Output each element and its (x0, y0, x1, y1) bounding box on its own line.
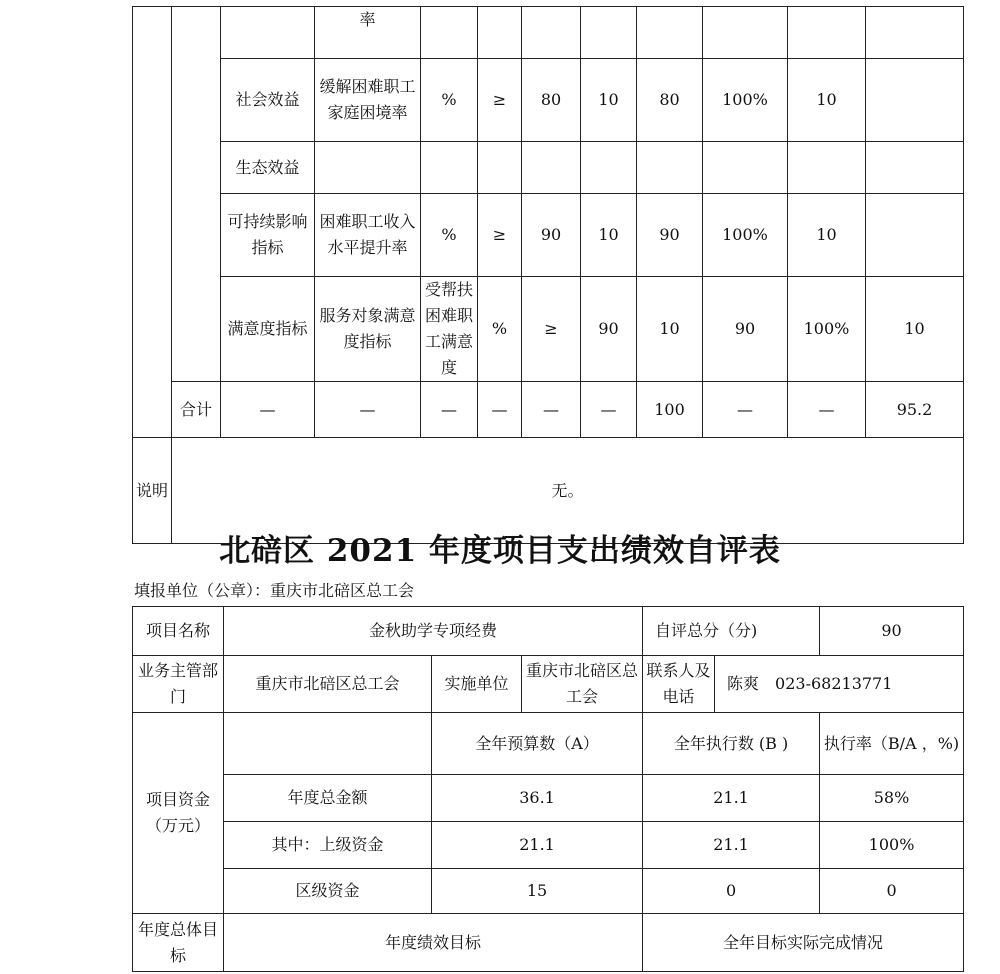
total-dash: — (581, 382, 637, 438)
cell-indicator: 缓解困难职工家庭困境率 (315, 59, 421, 142)
cell-level2 (172, 7, 221, 382)
table-row (133, 59, 964, 142)
table-row (133, 277, 964, 382)
fund-row-label: 年度总金额 (224, 775, 432, 822)
table-row (133, 142, 964, 194)
total-row (133, 382, 964, 438)
remark-label: 说明 (133, 438, 172, 544)
goal-col-actual: 全年目标实际完成情况 (643, 914, 964, 972)
table-row (133, 869, 964, 914)
cell-weight: 10 (581, 194, 637, 277)
fund-rate: 58% (820, 775, 964, 822)
cell-rate: 100% (703, 194, 788, 277)
contact-label: 联系人及电话 (643, 656, 715, 713)
fund-budget: 21.1 (432, 822, 643, 869)
cell-indicator: 受帮扶困难职工满意度 (421, 277, 478, 382)
cell-indicator: 困难职工收入水平提升率 (315, 194, 421, 277)
cell-op: ≥ (478, 194, 522, 277)
cell-weight: 10 (637, 277, 703, 382)
cell-level1 (133, 7, 172, 438)
fill-unit: 填报单位（公章）：重庆市北碚区总工会 (134, 581, 415, 600)
table-row (133, 775, 964, 822)
cell-actual: 90 (637, 194, 703, 277)
project-info-table (132, 606, 964, 972)
cell-category: 可持续影响指标 (221, 194, 315, 277)
total-dash: — (478, 382, 522, 438)
total-dash: — (421, 382, 478, 438)
col-exec: 全年执行数 (B ) (643, 713, 820, 775)
cell-note (866, 194, 964, 277)
cell-op: ≥ (478, 59, 522, 142)
fund-label: 项目资金（万元） (133, 713, 224, 914)
contact-value: 陈爽 023-68213771 (715, 656, 964, 713)
total-dash: — (522, 382, 581, 438)
cell-rate: 100% (788, 277, 866, 382)
fund-row-label: 其中：上级资金 (224, 822, 432, 869)
table-row (133, 713, 964, 775)
dept-label: 业务主管部门 (133, 656, 224, 713)
project-name-label: 项目名称 (133, 607, 224, 656)
cell-target: 90 (581, 277, 637, 382)
cell-indicator: 率 (315, 7, 421, 59)
goal-col-target: 年度绩效目标 (224, 914, 643, 972)
total-label: 合计 (172, 382, 221, 438)
cell-unit: % (421, 59, 478, 142)
cell-category: 生态效益 (221, 142, 315, 194)
table-row (133, 822, 964, 869)
table-row (133, 194, 964, 277)
cell-target: 90 (522, 194, 581, 277)
fund-budget: 15 (432, 869, 643, 914)
table-row (133, 914, 964, 972)
fund-exec: 21.1 (643, 775, 820, 822)
fund-exec: 0 (643, 869, 820, 914)
cell-score: 10 (788, 194, 866, 277)
cell-actual: 90 (703, 277, 788, 382)
impl-value: 重庆市北碚区总工会 (522, 656, 643, 713)
cell-score: 10 (866, 277, 964, 382)
self-score-label: 自评总分（分) (643, 607, 820, 656)
impl-label: 实施单位 (432, 656, 522, 713)
indicator-table (132, 6, 964, 544)
self-score: 90 (820, 607, 964, 656)
cell-actual: 80 (637, 59, 703, 142)
fund-budget: 36.1 (432, 775, 643, 822)
goal-label: 年度总体目标 (133, 914, 224, 972)
remark-text: 无。 (172, 438, 964, 544)
dept-value: 重庆市北碚区总工会 (224, 656, 432, 713)
col-budget: 全年预算数（A） (432, 713, 643, 775)
cell-rate: 100% (703, 59, 788, 142)
cell-note (866, 59, 964, 142)
total-dash: — (221, 382, 315, 438)
cell-score: 10 (788, 59, 866, 142)
total-dash: — (315, 382, 421, 438)
table-row (133, 656, 964, 713)
cell-level2: 满意度指标 (221, 277, 315, 382)
total-score: 95.2 (866, 382, 964, 438)
cell-unit: % (421, 194, 478, 277)
total-dash: — (703, 382, 788, 438)
total-dash: — (788, 382, 866, 438)
project-name: 金秋助学专项经费 (224, 607, 643, 656)
cell-category: 社会效益 (221, 59, 315, 142)
table-row (133, 7, 964, 59)
cell-category (221, 7, 315, 59)
fund-rate: 0 (820, 869, 964, 914)
cell-category: 服务对象满意度指标 (315, 277, 421, 382)
cell-unit: % (478, 277, 522, 382)
cell-weight: 10 (581, 59, 637, 142)
fund-exec: 21.1 (643, 822, 820, 869)
table-row (133, 607, 964, 656)
fund-row-label: 区级资金 (224, 869, 432, 914)
total-weight: 100 (637, 382, 703, 438)
cell-target: 80 (522, 59, 581, 142)
page-title: 北碚区 2021 年度项目支出绩效自评表 (219, 533, 781, 569)
fund-rate: 100% (820, 822, 964, 869)
col-rate: 执行率（B/A ，%) (820, 713, 964, 775)
cell-op: ≥ (522, 277, 581, 382)
